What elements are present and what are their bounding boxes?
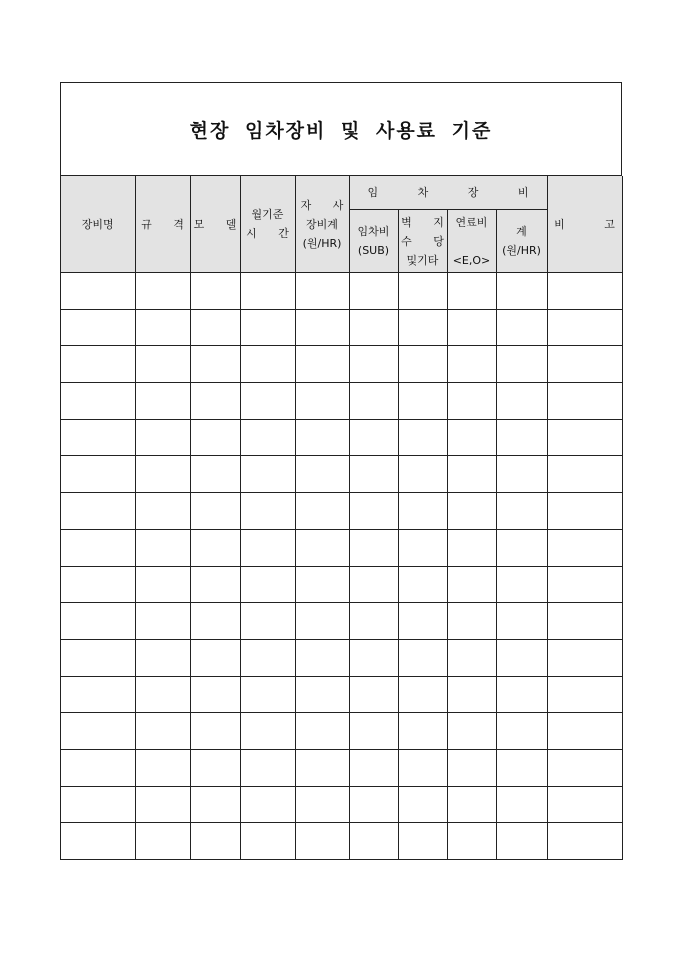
- cell-own-equipment[interactable]: [295, 676, 349, 713]
- cell-monthly-hours[interactable]: [240, 823, 295, 860]
- cell-remarks[interactable]: [547, 273, 622, 310]
- table-row: [61, 456, 622, 493]
- cell-fuel[interactable]: [447, 823, 496, 860]
- cell-equipment-name[interactable]: [61, 823, 135, 860]
- cell-remarks[interactable]: [547, 676, 622, 713]
- cell-equipment-name[interactable]: [61, 419, 135, 456]
- cell-equipment-name[interactable]: [61, 273, 135, 310]
- cell-model[interactable]: [190, 639, 240, 676]
- cell-rental-fee[interactable]: [349, 529, 398, 566]
- cell-remarks[interactable]: [547, 309, 622, 346]
- cell-rental-fee[interactable]: [349, 346, 398, 383]
- cell-total[interactable]: [496, 639, 547, 676]
- cell-rental-fee[interactable]: [349, 676, 398, 713]
- cell-total[interactable]: [496, 493, 547, 530]
- equipment-table: [61, 176, 623, 860]
- cell-equipment-name[interactable]: [61, 456, 135, 493]
- cell-equipment-name[interactable]: [61, 529, 135, 566]
- cell-fuel[interactable]: [447, 566, 496, 603]
- page-title: 현장 임차장비 및 사용료 기준: [189, 119, 493, 142]
- cell-monthly-hours[interactable]: [240, 749, 295, 786]
- cell-monthly-hours[interactable]: [240, 713, 295, 750]
- cell-fuel[interactable]: [447, 639, 496, 676]
- cell-model[interactable]: [190, 346, 240, 383]
- cell-fuel[interactable]: [447, 456, 496, 493]
- title-box: [61, 83, 622, 176]
- cell-total[interactable]: [496, 529, 547, 566]
- cell-model[interactable]: [190, 273, 240, 310]
- cell-fuel[interactable]: [447, 383, 496, 420]
- table-row: [61, 749, 622, 786]
- cell-model[interactable]: [190, 383, 240, 420]
- cell-remarks[interactable]: [547, 603, 622, 640]
- cell-equipment-name[interactable]: [61, 676, 135, 713]
- cell-remarks[interactable]: [547, 823, 622, 860]
- cell-rental-fee[interactable]: [349, 786, 398, 823]
- cell-monthly-hours[interactable]: [240, 639, 295, 676]
- cell-model[interactable]: [190, 786, 240, 823]
- header-rental-fee: 임차비 (SUB): [349, 210, 398, 273]
- cell-equipment-name[interactable]: [61, 713, 135, 750]
- table-row: [61, 676, 622, 713]
- cell-rental-fee[interactable]: [349, 603, 398, 640]
- cell-model[interactable]: [190, 529, 240, 566]
- cell-fuel[interactable]: [447, 346, 496, 383]
- cell-equipment-name[interactable]: [61, 309, 135, 346]
- cell-spec[interactable]: [135, 419, 190, 456]
- cell-monthly-hours[interactable]: [240, 676, 295, 713]
- cell-own-equipment[interactable]: [295, 273, 349, 310]
- cell-remarks[interactable]: [547, 493, 622, 530]
- cell-model[interactable]: [190, 823, 240, 860]
- cell-fuel[interactable]: [447, 603, 496, 640]
- cell-own-equipment[interactable]: [295, 456, 349, 493]
- cell-spec[interactable]: [135, 603, 190, 640]
- table-row: [61, 419, 622, 456]
- cell-own-equipment[interactable]: [295, 309, 349, 346]
- cell-remarks[interactable]: [547, 639, 622, 676]
- cell-monthly-hours[interactable]: [240, 566, 295, 603]
- cell-monthly-hours[interactable]: [240, 529, 295, 566]
- cell-allowance[interactable]: [398, 493, 447, 530]
- header-model: 모 델: [190, 176, 240, 273]
- cell-spec[interactable]: [135, 639, 190, 676]
- cell-model[interactable]: [190, 713, 240, 750]
- cell-model[interactable]: [190, 566, 240, 603]
- cell-fuel[interactable]: [447, 273, 496, 310]
- cell-monthly-hours[interactable]: [240, 786, 295, 823]
- header-allowance: 벽 지 수 당 및기타: [398, 210, 447, 273]
- cell-own-equipment[interactable]: [295, 566, 349, 603]
- cell-total[interactable]: [496, 749, 547, 786]
- cell-allowance[interactable]: [398, 749, 447, 786]
- header-spec: 규 격: [135, 176, 190, 273]
- cell-spec[interactable]: [135, 529, 190, 566]
- header-remarks: 비 고: [547, 176, 622, 273]
- cell-model[interactable]: [190, 676, 240, 713]
- cell-equipment-name[interactable]: [61, 383, 135, 420]
- cell-rental-fee[interactable]: [349, 566, 398, 603]
- cell-fuel[interactable]: [447, 749, 496, 786]
- cell-model[interactable]: [190, 456, 240, 493]
- cell-model[interactable]: [190, 749, 240, 786]
- cell-remarks[interactable]: [547, 456, 622, 493]
- cell-allowance[interactable]: [398, 383, 447, 420]
- table-row: [61, 713, 622, 750]
- cell-equipment-name[interactable]: [61, 786, 135, 823]
- cell-total[interactable]: [496, 383, 547, 420]
- cell-own-equipment[interactable]: [295, 603, 349, 640]
- cell-equipment-name[interactable]: [61, 639, 135, 676]
- cell-total[interactable]: [496, 566, 547, 603]
- cell-remarks[interactable]: [547, 749, 622, 786]
- cell-rental-fee[interactable]: [349, 309, 398, 346]
- cell-monthly-hours[interactable]: [240, 346, 295, 383]
- cell-model[interactable]: [190, 419, 240, 456]
- cell-own-equipment[interactable]: [295, 713, 349, 750]
- table-row: [61, 786, 622, 823]
- header-monthly-hours: 월기준 시 간: [240, 176, 295, 273]
- cell-allowance[interactable]: [398, 713, 447, 750]
- cell-own-equipment[interactable]: [295, 639, 349, 676]
- cell-spec[interactable]: [135, 493, 190, 530]
- cell-spec[interactable]: [135, 456, 190, 493]
- cell-own-equipment[interactable]: [295, 823, 349, 860]
- cell-own-equipment[interactable]: [295, 383, 349, 420]
- cell-remarks[interactable]: [547, 383, 622, 420]
- cell-equipment-name[interactable]: [61, 749, 135, 786]
- cell-rental-fee[interactable]: [349, 273, 398, 310]
- header-own-equipment: 자 사 장비계 (원/HR): [295, 176, 349, 273]
- cell-fuel[interactable]: [447, 419, 496, 456]
- cell-total[interactable]: [496, 456, 547, 493]
- table-row: [61, 346, 622, 383]
- cell-allowance[interactable]: [398, 566, 447, 603]
- cell-total[interactable]: [496, 309, 547, 346]
- cell-rental-fee[interactable]: [349, 419, 398, 456]
- cell-allowance[interactable]: [398, 786, 447, 823]
- cell-spec[interactable]: [135, 713, 190, 750]
- cell-spec[interactable]: [135, 823, 190, 860]
- cell-monthly-hours[interactable]: [240, 309, 295, 346]
- cell-own-equipment[interactable]: [295, 493, 349, 530]
- cell-spec[interactable]: [135, 676, 190, 713]
- cell-rental-fee[interactable]: [349, 383, 398, 420]
- cell-allowance[interactable]: [398, 309, 447, 346]
- cell-own-equipment[interactable]: [295, 529, 349, 566]
- cell-spec[interactable]: [135, 309, 190, 346]
- table-row: [61, 383, 622, 420]
- cell-allowance[interactable]: [398, 639, 447, 676]
- cell-total[interactable]: [496, 419, 547, 456]
- cell-rental-fee[interactable]: [349, 749, 398, 786]
- table-row: [61, 639, 622, 676]
- cell-fuel[interactable]: [447, 529, 496, 566]
- header-total: 계 (원/HR): [496, 210, 547, 273]
- cell-model[interactable]: [190, 603, 240, 640]
- cell-remarks[interactable]: [547, 529, 622, 566]
- cell-fuel[interactable]: [447, 493, 496, 530]
- header-fuel: 연료비 <E,O>: [447, 210, 496, 273]
- table-row: [61, 493, 622, 530]
- cell-total[interactable]: [496, 823, 547, 860]
- table-row: [61, 566, 622, 603]
- cell-allowance[interactable]: [398, 346, 447, 383]
- cell-fuel[interactable]: [447, 786, 496, 823]
- table-row: [61, 309, 622, 346]
- cell-total[interactable]: [496, 786, 547, 823]
- cell-allowance[interactable]: [398, 273, 447, 310]
- cell-equipment-name[interactable]: [61, 603, 135, 640]
- cell-allowance[interactable]: [398, 823, 447, 860]
- cell-equipment-name[interactable]: [61, 346, 135, 383]
- cell-total[interactable]: [496, 346, 547, 383]
- cell-remarks[interactable]: [547, 419, 622, 456]
- table-body: [61, 273, 622, 860]
- cell-total[interactable]: [496, 713, 547, 750]
- cell-spec[interactable]: [135, 566, 190, 603]
- rental-equipment-sheet: [60, 82, 622, 860]
- header-equipment-name: 장비명: [61, 176, 135, 273]
- cell-total[interactable]: [496, 676, 547, 713]
- cell-fuel[interactable]: [447, 713, 496, 750]
- table-row: [61, 529, 622, 566]
- cell-monthly-hours[interactable]: [240, 273, 295, 310]
- cell-model[interactable]: [190, 309, 240, 346]
- cell-fuel[interactable]: [447, 676, 496, 713]
- cell-remarks[interactable]: [547, 566, 622, 603]
- cell-total[interactable]: [496, 603, 547, 640]
- cell-monthly-hours[interactable]: [240, 419, 295, 456]
- header-rental-group: 임 차 장 비: [349, 176, 547, 210]
- cell-spec[interactable]: [135, 346, 190, 383]
- cell-own-equipment[interactable]: [295, 749, 349, 786]
- cell-model[interactable]: [190, 493, 240, 530]
- cell-spec[interactable]: [135, 786, 190, 823]
- cell-monthly-hours[interactable]: [240, 383, 295, 420]
- cell-spec[interactable]: [135, 749, 190, 786]
- cell-allowance[interactable]: [398, 456, 447, 493]
- cell-rental-fee[interactable]: [349, 456, 398, 493]
- cell-rental-fee[interactable]: [349, 823, 398, 860]
- cell-own-equipment[interactable]: [295, 419, 349, 456]
- cell-rental-fee[interactable]: [349, 713, 398, 750]
- cell-equipment-name[interactable]: [61, 493, 135, 530]
- cell-allowance[interactable]: [398, 529, 447, 566]
- cell-allowance[interactable]: [398, 419, 447, 456]
- cell-equipment-name[interactable]: [61, 566, 135, 603]
- table-row: [61, 823, 622, 860]
- cell-monthly-hours[interactable]: [240, 456, 295, 493]
- table-header: [61, 176, 622, 273]
- cell-remarks[interactable]: [547, 786, 622, 823]
- cell-own-equipment[interactable]: [295, 346, 349, 383]
- cell-allowance[interactable]: [398, 603, 447, 640]
- cell-spec[interactable]: [135, 273, 190, 310]
- cell-allowance[interactable]: [398, 676, 447, 713]
- cell-remarks[interactable]: [547, 713, 622, 750]
- cell-monthly-hours[interactable]: [240, 493, 295, 530]
- cell-total[interactable]: [496, 273, 547, 310]
- cell-fuel[interactable]: [447, 309, 496, 346]
- cell-rental-fee[interactable]: [349, 493, 398, 530]
- cell-spec[interactable]: [135, 383, 190, 420]
- table-row: [61, 603, 622, 640]
- cell-own-equipment[interactable]: [295, 786, 349, 823]
- table-row: [61, 273, 622, 310]
- cell-remarks[interactable]: [547, 346, 622, 383]
- cell-rental-fee[interactable]: [349, 639, 398, 676]
- cell-monthly-hours[interactable]: [240, 603, 295, 640]
